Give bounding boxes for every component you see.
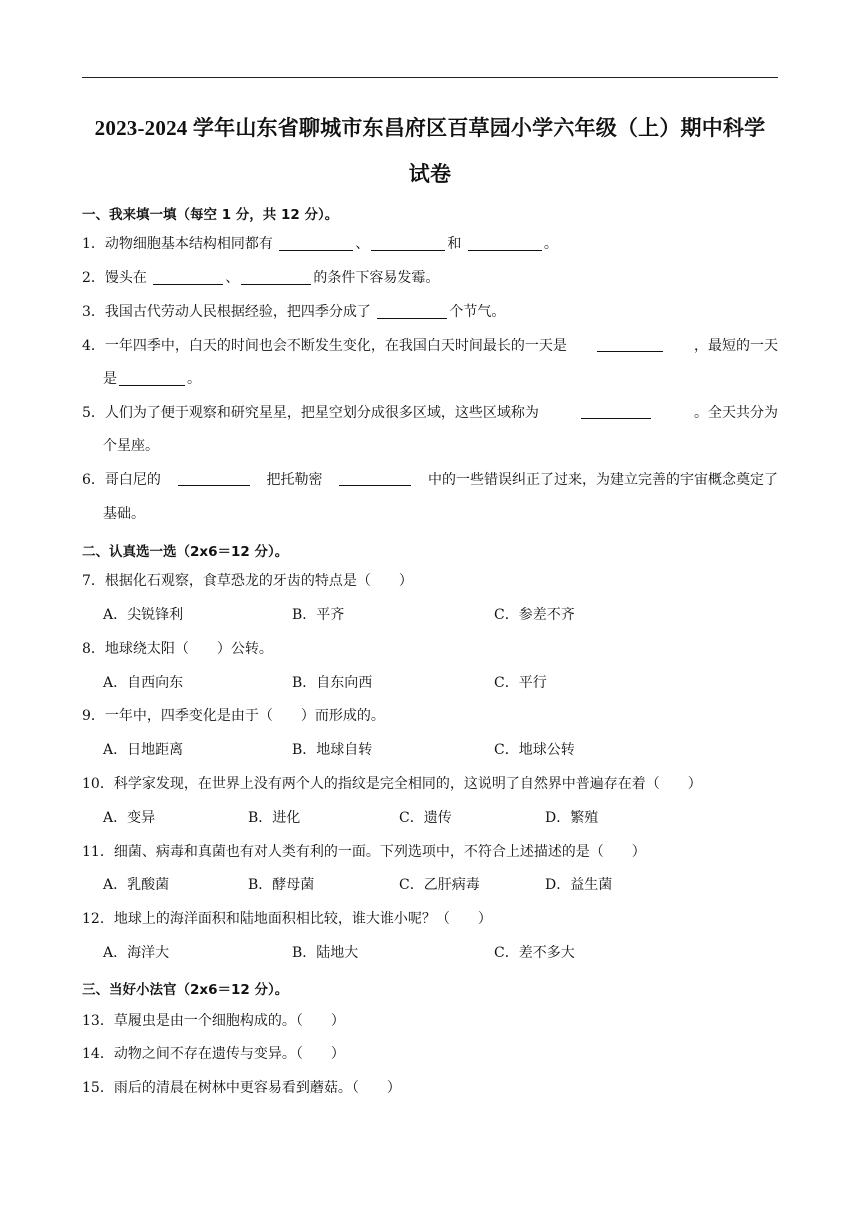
question-1: [82, 233, 778, 255]
q1-text-d: 。: [543, 236, 558, 252]
q4-text-b: ，最短的一天: [694, 338, 778, 354]
section-heading-judge: 三、当好小法官（2x6＝12 分）。: [82, 982, 289, 998]
q10-option-a[interactable]: A．变异: [103, 810, 156, 826]
answer-blank[interactable]: [597, 335, 663, 352]
q10-option-b[interactable]: B．进化: [248, 810, 301, 826]
q10-option-c[interactable]: C．遗传: [399, 810, 452, 826]
q12-option-b[interactable]: B．陆地大: [292, 945, 359, 961]
q8-option-c[interactable]: C．平行: [494, 675, 547, 691]
header-rule: [82, 77, 778, 78]
q4-text-c: 是: [103, 371, 117, 387]
answer-blank[interactable]: [371, 234, 445, 251]
q3-text-b: 个节气。: [449, 304, 506, 320]
q4-text-a: 4．一年四季中，白天的时间也会不断发生变化，在我国白天时间最长的一天是: [82, 338, 567, 354]
question-13: 13．草履虫是由一个细胞构成的。（ ）: [82, 1013, 345, 1029]
answer-blank[interactable]: [178, 469, 250, 486]
q1-text-b: 、: [355, 236, 370, 252]
q6-text-c: 中的一些错误纠正了过来，为建立完善的宇宙概念奠定了: [427, 472, 778, 488]
section-heading-choice: 二、认真选一选（2x6＝12 分）。: [82, 544, 289, 560]
answer-blank[interactable]: [581, 402, 651, 419]
q11-option-b[interactable]: B．酵母菌: [248, 877, 315, 893]
q7-option-c[interactable]: C．参差不齐: [494, 607, 575, 623]
question-2: [82, 267, 778, 289]
q8-option-a[interactable]: A．自西向东: [103, 675, 184, 691]
q11-option-d[interactable]: D．益生菌: [545, 877, 613, 893]
q11-option-c[interactable]: C．乙肝病毒: [399, 877, 480, 893]
q1-text-a: 1．动物细胞基本结构相同都有: [82, 236, 278, 252]
q2-text-b: 、: [225, 270, 240, 286]
question-7: 7．根据化石观察，食草恐龙的牙齿的特点是（ ）: [82, 573, 413, 589]
q1-text-c: 和: [447, 236, 466, 252]
q8-option-b[interactable]: B．自东向西: [292, 675, 373, 691]
q9-option-b[interactable]: B．地球自转: [292, 742, 373, 758]
question-9: 9．一年中，四季变化是由于（ ）而形成的。: [82, 708, 385, 724]
answer-blank[interactable]: [339, 469, 411, 486]
q12-option-a[interactable]: A．海洋大: [103, 945, 170, 961]
answer-blank[interactable]: [119, 369, 185, 386]
question-10: 10．科学家发现，在世界上没有两个人的指纹是完全相同的，这说明了自然界中普遍存在着（ ）: [82, 776, 702, 792]
q10-option-d[interactable]: D．繁殖: [545, 810, 599, 826]
answer-blank[interactable]: [279, 234, 353, 251]
question-12: 12．地球上的海洋面积和陆地面积相比较，谁大谁小呢？（ ）: [82, 911, 492, 927]
question-6: [82, 469, 778, 491]
question-5-continued: 个星座。: [103, 438, 159, 454]
q4-text-d: 。: [187, 371, 201, 387]
answer-blank[interactable]: [153, 268, 223, 285]
question-5: [82, 402, 778, 424]
answer-blank[interactable]: [241, 268, 311, 285]
question-4-continued: [103, 368, 799, 390]
question-3: [82, 301, 778, 323]
q9-option-c[interactable]: C．地球公转: [494, 742, 575, 758]
question-4: [82, 335, 778, 357]
q2-text-c: 的条件下容易发霉。: [313, 270, 440, 286]
q5-text-b: 。全天共分为: [694, 405, 778, 421]
q2-text-a: 2．馒头在: [82, 270, 152, 286]
q11-option-a[interactable]: A．乳酸菌: [103, 877, 170, 893]
q5-text-a: 5．人们为了便于观察和研究星星，把星空划分成很多区域，这些区域称为: [82, 405, 539, 421]
question-14: 14．动物之间不存在遗传与变异。（ ）: [82, 1046, 345, 1062]
question-15: 15．雨后的清晨在树林中更容易看到蘑菇。（ ）: [82, 1080, 401, 1096]
q9-option-a[interactable]: A．日地距离: [103, 742, 184, 758]
section-heading-fill: 一、我来填一填（每空 1 分，共 12 分）。: [82, 207, 339, 223]
q6-text-b: 把托勒密: [266, 472, 323, 488]
q7-option-a[interactable]: A．尖锐锋利: [103, 607, 184, 623]
question-6-continued: 基础。: [103, 506, 145, 522]
q12-option-c[interactable]: C．差不多大: [494, 945, 575, 961]
q3-text-a: 3．我国古代劳动人民根据经验，把四季分成了: [82, 304, 376, 320]
q6-text-a: 6．哥白尼的: [82, 472, 161, 488]
question-8: 8．地球绕太阳（ ）公转。: [82, 641, 273, 657]
question-11: 11．细菌、病毒和真菌也有对人类有利的一面。下列选项中，不符合上述描述的是（ ）: [82, 844, 646, 860]
page-title-continued: 试卷: [408, 162, 452, 186]
answer-blank[interactable]: [468, 234, 542, 251]
q7-option-b[interactable]: B．平齐: [292, 607, 345, 623]
page-title: 2023-2024 学年山东省聊城市东昌府区百草园小学六年级（上）期中科学: [94, 116, 766, 140]
answer-blank[interactable]: [377, 302, 447, 319]
